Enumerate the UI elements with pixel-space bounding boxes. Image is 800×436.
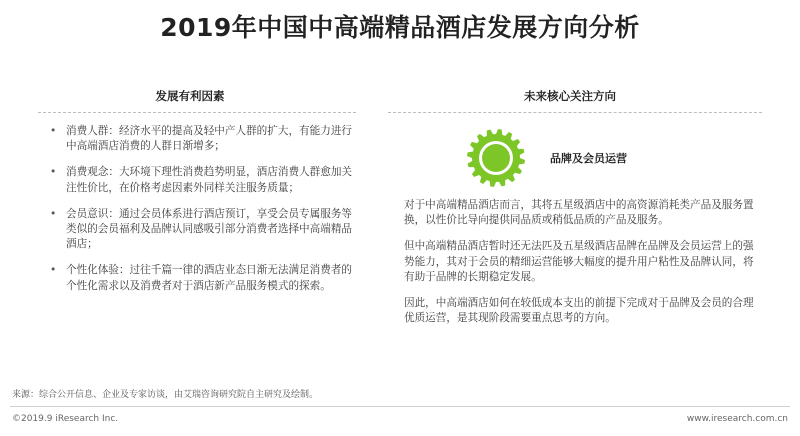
paragraph: 但中高端精品酒店暂时还无法匹及五星级酒店品牌在品牌及会员运营上的强势能力，其对于会员的精细运营能够大幅度的提升用户粘性及品牌认同，将有助于品牌的长期稳定发展。 — [404, 240, 754, 283]
list-item-text: 消费观念：大环境下理性消费趋势明显，酒店消费人群愈加关注性价比，在价格考虑因素外同样关注服务质量； — [66, 166, 353, 194]
copyright-text: ©2019.9 iResearch Inc. — [12, 414, 119, 424]
favorable-factors-list — [50, 124, 356, 305]
paragraph: 因此，中高端酒店如何在较低成本支出的前提下完成对于品牌及会员的合理优质运营，是其现阶段需要重点思考的方向。 — [404, 297, 754, 325]
list-item — [50, 165, 356, 195]
list-item-text: 会员意识：通过会员体系进行酒店预订，享受会员专属服务等类似的会员福利及品牌认同感吸引部分消费者选择中高端精品酒店； — [66, 207, 353, 251]
source-note: 来源：综合公开信息、企业及专家访谈，由艾瑞咨询研究院自主研究及绘制。 — [12, 390, 319, 400]
footer-divider — [10, 406, 790, 407]
gear-hub — [482, 144, 510, 172]
website-text: www.iresearch.com.cn — [686, 414, 788, 424]
focus-direction-label: 品牌及会员运营 — [550, 152, 627, 165]
gear-icon — [466, 128, 526, 188]
list-item — [50, 207, 356, 253]
list-item-text: 个性化体验：过往千篇一律的酒店业态日渐无法满足消费者的个性化需求以及消费者对于酒店新产品服务模式的探索。 — [66, 264, 353, 292]
paragraph: 对于中高端精品酒店而言，其将五星级酒店中的高资源消耗类产品及服务置换，以性价比导向提供同品质或稍低品质的产品及服务。 — [404, 199, 754, 227]
bullet-marker: • — [50, 264, 57, 277]
page-title: 2019年中国中高端精品酒店发展方向分析 — [160, 13, 640, 42]
left-divider — [38, 112, 356, 113]
bullet-marker: • — [50, 125, 57, 137]
bullet-marker: • — [50, 207, 57, 220]
left-column-heading: 发展有利因素 — [155, 89, 225, 103]
right-column-heading: 未来核心关注方向 — [524, 89, 616, 103]
list-item — [50, 263, 356, 293]
gear-icon-graphic — [466, 128, 526, 188]
bullet-marker: • — [50, 166, 57, 179]
focus-direction-text — [404, 198, 758, 337]
right-divider — [388, 112, 762, 113]
list-item — [50, 124, 356, 154]
list-item-text: 消费人群：经济水平的提高及轻中产人群的扩大，有能力进行中高端酒店消费的人群日渐增多； — [66, 125, 353, 153]
